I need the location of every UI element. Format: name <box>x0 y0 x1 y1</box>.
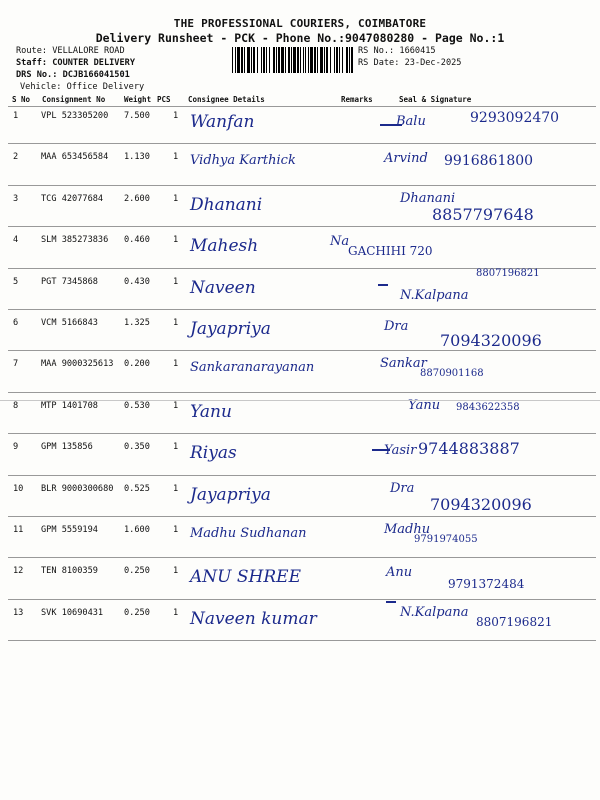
row-phone-handwritten: 8807196821 <box>476 267 540 279</box>
row-weight: 0.460 <box>124 235 150 246</box>
barcode-bar <box>251 47 252 73</box>
row-sno: 3 <box>13 193 19 204</box>
row-signature-handwritten: Dra <box>390 480 415 496</box>
row-sno: 7 <box>13 359 19 370</box>
table-header-divider <box>8 106 596 107</box>
row-consignee-handwritten: Jayapriya <box>190 484 271 505</box>
row-pcs: 1 <box>173 152 179 163</box>
row-consignment-number: TCG 42077684 <box>41 193 104 204</box>
row-sno: 13 <box>13 607 24 618</box>
row-weight: 0.430 <box>124 276 150 287</box>
row-consignee-handwritten: Jayapriya <box>190 319 271 339</box>
vehicle-label: Vehicle: Office Delivery <box>20 82 145 92</box>
row-signature-handwritten: Yanu <box>408 397 441 413</box>
row-consignment-number: PGT 7345868 <box>41 276 98 287</box>
runsheet-subtitle: Delivery Runsheet - PCK - Phone No.:9047080280 - Page No.:1 <box>95 31 505 45</box>
barcode-bar <box>257 47 258 73</box>
row-consignment-number: MAA 653456584 <box>41 152 109 163</box>
row-consignee-handwritten: Mahesh <box>190 236 259 257</box>
rs-number: RS No.: 1660415 <box>358 46 436 56</box>
row-phone-handwritten: 9293092470 <box>470 110 560 126</box>
row-pcs: 1 <box>173 111 179 121</box>
barcode-bar <box>269 47 270 73</box>
row-consignee-handwritten: Dhanani <box>190 194 263 215</box>
row-signature-handwritten: N.Kalpana <box>400 287 469 303</box>
barcode-bar <box>339 47 340 73</box>
row-consignment-number: SVK 10690431 <box>41 607 104 618</box>
row-signature-handwritten: Anu <box>386 565 413 581</box>
barcode-bar <box>293 47 296 73</box>
col-header-weight: Weight <box>124 95 152 104</box>
row-consignee-handwritten: Riyas <box>190 443 237 464</box>
barcode-bar <box>324 47 325 73</box>
row-consignee-handwritten: Wanfan <box>190 112 255 132</box>
row-phone-handwritten: 9744883887 <box>418 439 520 459</box>
row-signature-handwritten: Sankar <box>380 356 427 372</box>
barcode-bar <box>285 47 286 73</box>
row-pcs: 1 <box>173 483 179 494</box>
barcode-bar <box>351 47 353 73</box>
barcode-bar <box>308 47 309 73</box>
barcode-bar <box>281 47 284 73</box>
row-divider <box>8 143 596 144</box>
signature-dash-mark <box>386 601 396 603</box>
row-divider <box>8 475 596 476</box>
row-consignee-handwritten: Naveen kumar <box>190 608 317 629</box>
row-pcs: 1 <box>173 566 179 577</box>
rs-date: RS Date: 23-Dec-2025 <box>358 58 462 68</box>
barcode-bar <box>346 47 348 73</box>
row-sno: 1 <box>13 111 19 121</box>
staff-label: Staff: COUNTER DELIVERY <box>16 58 135 68</box>
row-weight: 1.600 <box>124 525 150 535</box>
row-pcs: 1 <box>173 525 179 535</box>
row-sno: 12 <box>13 566 24 577</box>
row-divider <box>8 185 596 186</box>
barcode-bar <box>305 47 306 73</box>
row-consignment-number: GPM 135856 <box>41 442 93 453</box>
col-header-sno: S No <box>12 95 31 104</box>
row-pcs: 1 <box>173 276 179 287</box>
barcode-bar <box>303 47 304 73</box>
row-phone-handwritten: 8807196821 <box>476 614 553 629</box>
row-sno: 8 <box>13 400 19 411</box>
row-divider <box>8 309 596 310</box>
row-divider <box>8 640 596 641</box>
row-weight: 0.530 <box>124 400 150 411</box>
row-divider <box>8 433 596 434</box>
row-signature-handwritten: Na <box>330 234 350 250</box>
barcode-bar <box>232 47 233 73</box>
row-consignment-number: BLR 9000300680 <box>41 483 114 494</box>
row-signature-handwritten: Madhu <box>384 522 431 537</box>
row-sno: 10 <box>13 483 24 494</box>
row-signature-handwritten: Arvind <box>384 151 428 167</box>
barcode-bar <box>273 47 275 73</box>
row-divider <box>8 516 596 517</box>
col-header-consignee: Consignee Details <box>188 95 265 104</box>
row-consignee-handwritten: Sankaranarayanan <box>190 360 315 376</box>
barcode-bar <box>297 47 299 73</box>
barcode-bar <box>320 47 323 73</box>
row-consignee-handwritten: Naveen <box>190 277 256 298</box>
barcode-bar <box>334 47 335 73</box>
signature-dash-mark <box>378 284 388 286</box>
row-phone-handwritten: 9791372484 <box>448 577 525 592</box>
row-consignee-handwritten: ANU SHREE <box>190 567 301 588</box>
row-divider <box>8 599 596 600</box>
row-weight: 1.325 <box>124 318 150 328</box>
row-weight: 0.250 <box>124 607 150 618</box>
barcode-bar <box>349 47 350 73</box>
row-weight: 1.130 <box>124 152 150 163</box>
barcode-bar <box>326 47 328 73</box>
company-title: THE PROFESSIONAL COURIERS, COIMBATORE <box>173 17 427 30</box>
barcode-bar <box>336 47 338 73</box>
row-phone-handwritten: 8857797648 <box>432 204 534 224</box>
row-sno: 11 <box>13 525 24 535</box>
col-header-consignment: Consignment No <box>42 95 106 104</box>
row-weight: 0.525 <box>124 483 150 494</box>
row-weight: 0.200 <box>124 359 150 370</box>
row-signature-handwritten: N.Kalpana <box>400 604 469 620</box>
row-weight: 7.500 <box>124 111 150 121</box>
row-consignment-number: MAA 9000325613 <box>41 359 114 370</box>
row-pcs: 1 <box>173 318 179 328</box>
row-phone-handwritten: 7094320096 <box>430 494 532 514</box>
row-weight: 0.250 <box>124 566 150 577</box>
barcode-bar <box>253 47 255 73</box>
row-phone-handwritten: 9791974055 <box>414 534 478 545</box>
row-pcs: 1 <box>173 607 179 618</box>
barcode-bar <box>310 47 313 73</box>
barcode-bar <box>291 47 292 73</box>
row-sno: 4 <box>13 235 19 246</box>
row-consignment-number: VCM 5166843 <box>41 318 98 328</box>
row-divider <box>8 557 596 558</box>
col-header-pcs: PCS <box>157 95 171 104</box>
row-signature-handwritten: Balu <box>396 114 426 129</box>
row-consignee-handwritten: Yanu <box>190 401 232 422</box>
row-consignment-number: MTP 1401708 <box>41 400 98 411</box>
row-sno: 6 <box>13 318 19 328</box>
row-consignment-number: VPL 523305200 <box>41 111 109 121</box>
row-phone-handwritten: GACHIHI 720 <box>348 244 433 259</box>
row-sno: 5 <box>13 276 19 287</box>
row-signature-handwritten: Dhanani <box>400 190 456 206</box>
row-phone-handwritten: 9843622358 <box>456 401 520 413</box>
barcode-image <box>232 47 354 73</box>
barcode-bar <box>244 47 245 73</box>
barcode-bar <box>278 47 280 73</box>
row-divider <box>8 350 596 351</box>
row-phone-handwritten: 7094320096 <box>440 331 542 350</box>
paper-fold-line <box>0 400 600 401</box>
barcode-bar <box>247 47 250 73</box>
row-phone-handwritten: 9916861800 <box>444 153 534 170</box>
row-pcs: 1 <box>173 400 179 411</box>
barcode-bar <box>261 47 262 73</box>
barcode-bar <box>342 47 343 73</box>
row-sno: 2 <box>13 152 19 163</box>
signature-dash-mark <box>372 449 390 451</box>
barcode-bar <box>300 47 301 73</box>
row-weight: 2.600 <box>124 193 150 204</box>
row-divider <box>8 226 596 227</box>
barcode-bar <box>237 47 240 73</box>
route-label: Route: VELLALORE ROAD <box>16 46 125 56</box>
row-consignee-handwritten: Vidhya Karthick <box>190 153 296 169</box>
row-consignee-handwritten: Madhu Sudhanan <box>190 526 307 541</box>
barcode-bar <box>266 47 267 73</box>
col-header-seal: Seal & Signature <box>399 95 472 104</box>
row-signature-handwritten: Dra <box>384 319 409 334</box>
row-pcs: 1 <box>173 193 179 204</box>
barcode-bar <box>314 47 316 73</box>
row-phone-handwritten: 8870901168 <box>420 368 484 380</box>
row-consignment-number: SLM 385273836 <box>41 235 109 246</box>
barcode-bar <box>241 47 243 73</box>
barcode-bar <box>276 47 277 73</box>
col-header-remarks: Remarks <box>341 95 373 104</box>
barcode-bar <box>263 47 265 73</box>
row-consignment-number: TEN 8100359 <box>41 566 98 577</box>
drs-number: DRS No.: DCJB166041501 <box>16 70 130 80</box>
signature-dash-mark <box>380 124 402 126</box>
barcode-bar <box>235 47 236 73</box>
row-consignment-number: GPM 5559194 <box>41 525 98 535</box>
row-pcs: 1 <box>173 235 179 246</box>
barcode-bar <box>317 47 318 73</box>
barcode-bar <box>330 47 331 73</box>
row-weight: 0.350 <box>124 442 150 453</box>
row-sno: 9 <box>13 442 19 453</box>
row-signature-handwritten: Yasir <box>384 443 417 459</box>
row-pcs: 1 <box>173 359 179 370</box>
row-divider <box>8 392 596 393</box>
row-pcs: 1 <box>173 442 179 453</box>
barcode-bar <box>288 47 290 73</box>
